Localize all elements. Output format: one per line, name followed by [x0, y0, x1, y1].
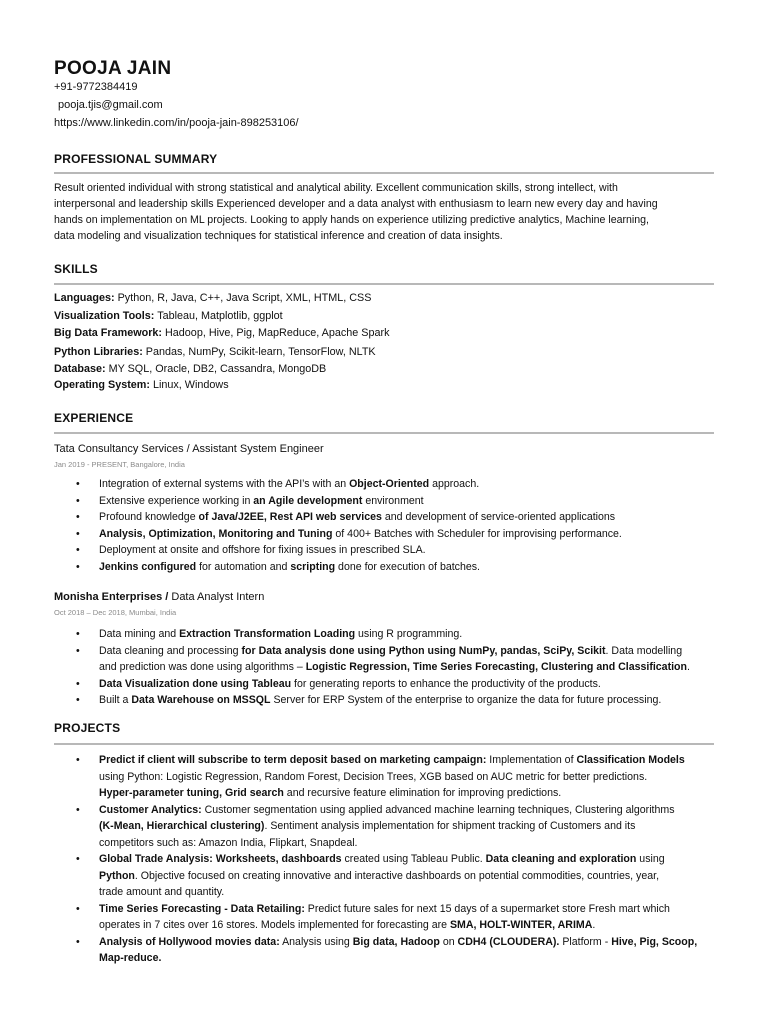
skill-row-languages [54, 292, 371, 304]
bold-text: Data Visualization done using Tableau [99, 677, 292, 690]
candidate-name: POOJA JAIN [54, 58, 172, 79]
project-list [76, 752, 715, 967]
bullet-line [99, 785, 715, 802]
text: approach. [429, 478, 480, 490]
experience-divider [54, 432, 714, 434]
bold-text: Classification Models [576, 754, 685, 766]
bullet-point-icon: • [76, 644, 80, 657]
skill-value: Python, R, Java, C++, Java Script, XML, HTML, CSS [114, 292, 372, 304]
text: on [439, 935, 458, 948]
skills-divider [54, 283, 714, 285]
bullet-line [99, 917, 715, 934]
bullet-line [76, 493, 715, 510]
bold-text: scripting [290, 560, 336, 573]
text: Implementation of [486, 754, 577, 766]
bold-text: Analysis of Hollywood movies data: [99, 935, 280, 948]
bullet-point-icon: • [76, 677, 80, 690]
skill-label: Visualization Tools: [54, 310, 155, 322]
text: and development of service-oriented applications [381, 511, 616, 523]
bullet-line [76, 752, 715, 769]
bullet-line [99, 818, 715, 835]
skills-heading: SKILLS [54, 262, 98, 276]
bullet-line [99, 769, 715, 786]
bullet-point-icon: • [76, 527, 80, 540]
projects-divider [54, 743, 714, 745]
skill-row-database [54, 363, 326, 375]
skill-value: Pandas, NumPy, Scikit-learn, TensorFlow, NLTK [142, 346, 376, 358]
bold-text: Time Series Forecasting - Data Retailing: [99, 902, 305, 915]
job-bullets [76, 626, 715, 709]
email-address[interactable]: pooja.tjis@gmail.com [58, 99, 163, 111]
bullet-line [99, 868, 715, 885]
bold-text: Data Warehouse on MSSQL [131, 694, 271, 706]
skill-row-python-libraries [54, 346, 376, 358]
text: Server for ERP System of the enterprise to organize the data for future processing. [270, 694, 662, 706]
job-dates: Oct 2018 – Dec 2018, Mumbai, India [54, 608, 177, 617]
bullet-point-icon: • [76, 544, 80, 556]
bullet-line [76, 676, 715, 693]
bold-text: Python [99, 869, 135, 882]
bold-text: Extraction Transformation Loading [179, 628, 356, 640]
company-name: Tata Consultancy Services [54, 443, 184, 455]
job-role: Data Analyst Intern [171, 591, 265, 603]
company-name: Monisha Enterprises [54, 591, 163, 603]
title-separator: / [162, 591, 172, 603]
text: Analysis using [279, 935, 353, 948]
bullet-line [76, 934, 715, 951]
bold-text: Object-Oriented [349, 478, 430, 490]
text: and recursive feature elimination for improving predictions. [283, 787, 562, 799]
bullet-line [99, 950, 715, 967]
text: Data mining and [99, 628, 180, 640]
bold-text: of Java/J2EE, Rest API web services [198, 511, 382, 523]
bullet-point-icon: • [76, 935, 80, 948]
bold-text: an Agile development [253, 494, 363, 507]
skill-label: Operating System: [54, 379, 150, 391]
bullet-line [99, 659, 715, 676]
text: . Sentiment analysis implementation for shipment tracking of Customers and its [264, 820, 636, 832]
text: . Objective focused on creating innovative and interactive dashboards on potential commodities, countries, year, [134, 869, 660, 882]
linkedin-link[interactable]: https://www.linkedin.com/in/pooja-jain-898253106/ [54, 117, 299, 129]
job-role: Assistant System Engineer [192, 443, 324, 455]
text: environment [362, 494, 424, 507]
phone-number: +91-9772384419 [54, 81, 138, 93]
bold-text: Predict if client will subscribe to term deposit based on marketing campaign: [99, 754, 487, 766]
bullet-line [76, 626, 715, 643]
bold-text: Map-reduce. [99, 952, 162, 964]
text: Profound knowledge [99, 511, 199, 523]
text: . Data modelling [605, 644, 683, 657]
skill-label: Big Data Framework: [54, 327, 162, 339]
text: created using Tableau Public. [341, 853, 486, 865]
bullet-point-icon: • [76, 754, 80, 766]
text: done for execution of batches. [335, 560, 480, 573]
bold-text: Big data, Hadoop [352, 935, 440, 948]
text: Predict future sales for next 15 days of a supermarket store Fresh mart which [304, 902, 670, 915]
skill-row-visualization [54, 310, 283, 322]
text: Customer segmentation using applied advanced machine learning techniques, Clustering algorithms [201, 803, 675, 816]
summary-line: hands on implementation on ML projects. Looking to apply hands on experience utilizing predictive analytics, Machine learning, [54, 214, 649, 226]
bold-text: Hyper-parameter tuning, Grid search [99, 787, 284, 799]
skill-value: Hadoop, Hive, Pig, MapReduce, Apache Spark [162, 327, 390, 339]
bullet-point-icon: • [76, 560, 80, 573]
skill-label: Database: [54, 363, 106, 375]
projects-heading: PROJECTS [54, 721, 121, 735]
bullet-line [76, 476, 715, 493]
bold-text: Jenkins configured [99, 560, 197, 573]
text: trade amount and quantity. [99, 886, 225, 898]
bullet-point-icon: • [76, 803, 80, 816]
bold-text: Analysis, Optimization, Monitoring and Tuning [99, 527, 333, 540]
bullet-line [76, 692, 715, 709]
job-bullets [76, 476, 715, 575]
text: . [592, 919, 596, 931]
text: and prediction was done using algorithms – [99, 661, 306, 673]
bullet-line [76, 851, 715, 868]
text: operates in 7 cites over 16 stores. Models implemented for forecasting are [99, 919, 450, 931]
summary-line: interpersonal and leadership skills Experienced developer and a data analyst with enthusiasm to learn new every day and having [54, 198, 658, 210]
text: using Python: Logistic Regression, Random Forest, Decision Trees, XGB based on AUC metric for better predictions. [99, 770, 648, 783]
text: using R programming. [355, 628, 463, 640]
bold-text: Logistic Regression, Time Series Forecasting, Clustering and Classification [305, 661, 687, 673]
bullet-line [76, 542, 715, 559]
text: for generating reports to enhance the productivity of the products. [291, 677, 601, 690]
bullet-point-icon: • [76, 494, 80, 507]
bullet-line [76, 559, 715, 576]
experience-heading: EXPERIENCE [54, 411, 134, 425]
job-title-line [54, 443, 324, 455]
text: . [687, 661, 690, 673]
bold-text: Customer Analytics: [99, 803, 202, 816]
bold-text: (K-Mean, Hierarchical clustering) [99, 820, 265, 832]
text: Extensive experience working in [99, 494, 254, 507]
text: Built a [99, 694, 132, 706]
text: competitors such as: Amazon India, Flipkart, Snapdeal. [99, 836, 358, 849]
bold-text: Global Trade Analysis: Worksheets, dashboards [99, 853, 342, 865]
skill-value: Linux, Windows [150, 379, 229, 391]
text: Data cleaning and processing [99, 644, 242, 657]
bold-text: SMA, HOLT-WINTER, ARIMA [449, 919, 593, 931]
job-title-line [54, 591, 264, 603]
bullet-line [76, 526, 715, 543]
bullet-line [76, 802, 715, 819]
bullet-line [76, 643, 715, 660]
skill-label: Python Libraries: [54, 346, 143, 358]
bullet-point-icon: • [76, 853, 80, 865]
skill-value: MY SQL, Oracle, DB2, Cassandra, MongoDB [105, 363, 327, 375]
summary-divider [54, 172, 714, 174]
skill-row-os [54, 379, 229, 391]
bullet-line [99, 835, 715, 852]
summary-line: Result oriented individual with strong statistical and analytical ability. Excellent communication skills, strong intellect, with [54, 182, 618, 194]
summary-line: data modeling and visualization techniques for statistical inference and creation of data insights. [54, 230, 503, 242]
job-dates: Jan 2019 - PRESENT, Bangalore, India [54, 460, 185, 469]
summary-heading: PROFESSIONAL SUMMARY [54, 152, 218, 166]
text: Deployment at onsite and offshore for fixing issues in prescribed SLA. [99, 544, 426, 556]
bullet-point-icon: • [76, 511, 80, 523]
bold-text: CDH4 (CLOUDERA). [457, 935, 560, 948]
bullet-point-icon: • [76, 902, 80, 915]
bullet-line [76, 901, 715, 918]
bullet-point-icon: • [76, 478, 80, 490]
skill-label: Languages: [54, 292, 115, 304]
bullet-point-icon: • [76, 694, 80, 706]
text: for automation and [196, 560, 291, 573]
bullet-line [76, 509, 715, 526]
title-separator: / [183, 443, 193, 455]
bold-text: for Data analysis done using Python using NumPy, pandas, SciPy, Scikit [241, 644, 606, 657]
text: of 400+ Batches with Scheduler for improvising performance. [332, 527, 622, 540]
bullet-point-icon: • [76, 628, 80, 640]
text: Integration of external systems with the API’s with an [99, 478, 350, 490]
summary-text [54, 180, 714, 244]
text: using [636, 853, 665, 865]
bullet-line [99, 884, 715, 901]
skill-value: Tableau, Matplotlib, ggplot [154, 310, 283, 322]
bold-text: Hive, Pig, Scoop, [611, 935, 698, 948]
skill-row-bigdata [54, 327, 389, 339]
text: Platform - [559, 935, 612, 948]
bold-text: Data cleaning and exploration [485, 853, 637, 865]
